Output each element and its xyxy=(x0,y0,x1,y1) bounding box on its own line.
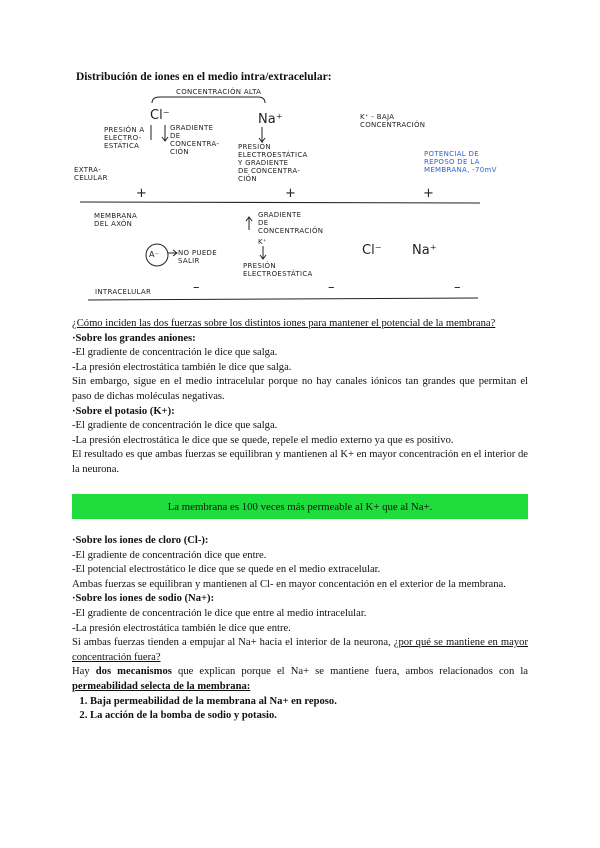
text-block-1 xyxy=(72,317,528,478)
ion-na-bottom: Na⁺ xyxy=(412,243,437,258)
potasio-line-1: -El gradiente de concentración le dice que salga. xyxy=(72,420,278,432)
label-extracelular: EXTRA- CELULAR xyxy=(74,166,108,182)
plus-sign-3: + xyxy=(423,186,434,201)
sodio-paragraph-text: Si ambas fuerzas tienden a empujar al Na+ hacia el interior de la neurona, xyxy=(72,637,394,649)
page-title: Distribución de iones en el medio intra/extracelular: xyxy=(76,71,332,83)
question-heading: ¿Cómo inciden las dos fuerzas sobre los distintos iones para mantener el potencial de la membrana? xyxy=(72,318,496,329)
aniones-line-1: -El gradiente de concentración le dice que salga. xyxy=(72,347,278,359)
plus-sign-2: + xyxy=(285,186,296,201)
ion-k: K⁺ xyxy=(258,238,267,246)
minus-sign-3: – xyxy=(454,280,461,295)
minus-sign-1: – xyxy=(193,280,200,295)
sodio-line-1: -El gradiente de concentración le dice que entre al medio intracelular. xyxy=(72,607,367,619)
sodio-paragraph xyxy=(72,636,528,665)
note-potencial-reposo: POTENCIAL DE REPOSO DE LA MEMBRANA, -70mV xyxy=(424,150,497,174)
minus-sign-2: – xyxy=(328,280,335,295)
mecanismos-text-a: Hay xyxy=(72,666,96,678)
section-sodio-heading: ·Sobre los iones de sodio (Na+): xyxy=(72,593,215,605)
label-k-baja: K⁺ - BAJA CONCENTRACIÓN xyxy=(360,113,426,129)
label-concentracion-alta: CONCENTRACIÓN ALTA xyxy=(176,88,262,96)
ion-cl-bottom: Cl⁻ xyxy=(362,243,382,258)
mecanismos-text-c: que explican porque el Na+ se mantiene fuera, ambos relacionados con la xyxy=(171,666,528,678)
ion-cl: Cl⁻ xyxy=(150,108,170,123)
aniones-paragraph: Sin embargo, sigue en el medio intracelular porque no hay canales iónicos tan grandes que permitan el paso de dichas moléculas negativas. xyxy=(72,376,528,402)
potasio-line-2: -La presión electrostática le dice que se quede, repele el medio externo ya que es positivo. xyxy=(72,434,454,446)
cloro-line-1: -El gradiente de concentración dice que entre. xyxy=(72,549,267,561)
sodio-question: ¿por qué se mantiene en mayor concentración fuera? xyxy=(72,637,528,663)
highlight-box xyxy=(72,494,528,519)
section-aniones-heading: ·Sobre los grandes aniones: xyxy=(72,332,196,344)
label-gradiente-left: GRADIENTE DE CONCENTRA- CIÓN xyxy=(170,124,220,156)
potasio-paragraph: El resultado es que ambas fuerzas se equilibran y mantienen al K+ en mayor concentración en el interior de la neurona. xyxy=(72,449,528,475)
section-potasio-heading: ·Sobre el potasio (K+): xyxy=(72,405,175,417)
list-item: 2. La acción de la bomba de sodio y potasio. xyxy=(90,709,528,724)
label-presion-left: PRESIÓN A ELECTRO- ESTÁTICA xyxy=(104,126,145,150)
label-gradiente-center: GRADIENTE DE CONCENTRACIÓN xyxy=(258,211,324,235)
label-no-puede-salir: NO PUEDE SALIR xyxy=(178,249,217,265)
cloro-paragraph: Ambas fuerzas se equilibran y mantienen al Cl- en mayor concentación en el exterior de la membrana. xyxy=(72,578,506,590)
section-cloro-heading: ·Sobre los iones de cloro (Cl-): xyxy=(72,535,209,546)
ion-a: A⁻ xyxy=(149,250,160,259)
sodio-line-2: -La presión electrostática también le dice que entre. xyxy=(72,622,291,634)
plus-sign-1: + xyxy=(136,186,147,201)
label-intracelular: INTRACELULAR xyxy=(95,288,152,296)
label-presion-bottom: PRESIÓN ELECTROESTÁTICA xyxy=(243,262,313,278)
label-membrana-axon: MEMBRANA DEL AXÓN xyxy=(94,212,138,228)
ion-na: Na⁺ xyxy=(258,112,283,127)
list-item: 1. Baja permeabilidad de la membrana al Na+ en reposo. xyxy=(90,695,528,710)
aniones-line-2: -La presión electrostática también le dice que salga. xyxy=(72,361,292,373)
text-block-2 xyxy=(72,534,528,724)
mecanismos-bold: dos mecanismos xyxy=(95,666,172,678)
mecanismos-underlined: permeabilidad selecta de la membrana: xyxy=(72,680,251,692)
label-presion-center: PRESIÓN ELECTROESTÁTICA Y GRADIENTE DE CONCENTRA- CIÓN xyxy=(238,143,308,183)
cloro-line-2: -El potencial electrostático le dice que se quede en el medio extracelular. xyxy=(72,564,381,576)
mechanisms-list xyxy=(72,695,528,724)
mecanismos-paragraph xyxy=(72,665,528,694)
highlight-text: La membrana es 100 veces más permeable al K+ que al Na+. xyxy=(167,500,433,513)
